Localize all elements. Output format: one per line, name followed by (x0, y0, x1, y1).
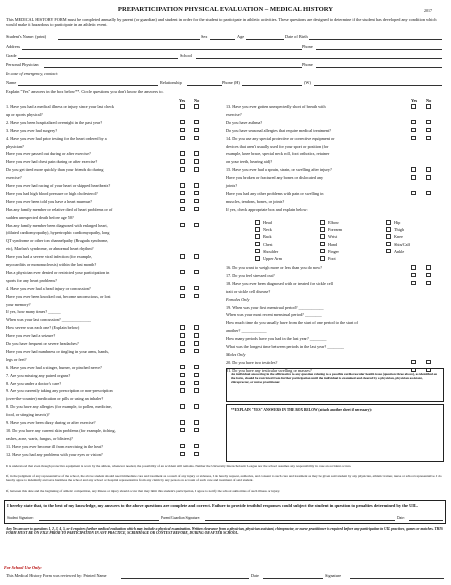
age-label: Age (237, 34, 245, 39)
yes-checkbox[interactable] (180, 223, 185, 228)
question-text: etc), Marfan's syndrome, or abnormal heart rhythm? (6, 246, 94, 252)
question-text: 9. Are you currently taking any prescription or non-prescription (6, 388, 113, 394)
body-part-label: Chest (263, 241, 273, 247)
yes-checkbox[interactable] (180, 207, 185, 212)
question-text: Have you had any other problems with pain or swelling in (226, 190, 324, 196)
no-checkbox[interactable] (194, 104, 199, 109)
relationship-label: Relationship (160, 80, 182, 85)
no-checkbox[interactable] (194, 381, 199, 386)
question-text: example, knee brace, special neck roll, foot orthotics, retainer (226, 151, 330, 157)
no-checkbox[interactable] (426, 120, 431, 125)
question-text: devices that aren't usually used for your sport or position (for (226, 143, 329, 149)
question-text: 15. Have you ever had a sprain, strain, or swelling after injury? (226, 167, 332, 173)
question-text: 4. Have you ever had a head injury or concussion? (6, 285, 91, 291)
yes-checkbox[interactable] (180, 420, 185, 425)
no-checkbox[interactable] (426, 136, 431, 141)
question-text: Has a physician ever denied or restricted your participation in (6, 269, 110, 275)
no-checkbox[interactable] (426, 104, 431, 109)
question-text: another? ____________ (226, 328, 267, 334)
no-checkbox[interactable] (426, 265, 431, 270)
question-text: Have you ever had numbness or tingling in your arms, hands, (6, 348, 110, 354)
yes-checkbox[interactable] (180, 452, 185, 457)
right-no-header: No (426, 98, 432, 103)
body-part-checkbox[interactable] (386, 220, 391, 225)
body-part-label: Head (263, 220, 272, 225)
yes-checkbox[interactable] (180, 151, 185, 156)
disclaimer-3: If, between this date and the beginning of athletic competition, any illness or injury should occur that may limit this student's participation, I agree to notify the school authorities of such illness or injury. (6, 489, 281, 493)
yes-checkbox[interactable] (180, 404, 185, 409)
yes-checkbox[interactable] (180, 199, 185, 204)
yes-checkbox[interactable] (411, 175, 416, 180)
reviewer-name-field[interactable] (121, 578, 249, 579)
question-text: Do you have frequent or severe headaches? (6, 341, 79, 346)
school-label: School (180, 53, 192, 58)
question-text: How much time do you usually have from the start of one period to the start of (226, 320, 358, 326)
no-checkbox[interactable] (194, 286, 199, 291)
question-text: 16. Do you want to weigh more or less than you do now? (226, 265, 322, 270)
question-text: If yes, check appropriate box and explain below: (226, 206, 308, 212)
question-text: sudden unexpected death before age 50? (6, 214, 74, 220)
question-text: Has any family member or relative died of heart problems or of (6, 206, 113, 212)
question-text: food, or stinging insects)? (6, 412, 50, 418)
yes-checkbox[interactable] (180, 183, 185, 188)
section-label: Females Only (226, 296, 250, 302)
dob-field[interactable] (309, 39, 442, 40)
reviewer-signature-label: Signature (325, 573, 342, 578)
certification-text: I hereby state that, to the best of my knowledge, my answers to the above questions are complete and correct. Failure to provide truthful responses could subject the student in question to penalties determined by the UIL. (7, 503, 418, 508)
school-field[interactable] (196, 58, 442, 59)
question-text: physician? (6, 143, 24, 149)
no-checkbox[interactable] (194, 349, 199, 354)
yes-checkbox[interactable] (411, 128, 416, 133)
phone-field[interactable] (316, 49, 442, 50)
yes-checkbox[interactable] (180, 167, 185, 172)
grade-label: Grade (6, 53, 17, 58)
question-text: 14. Do you use any special protective or corrective equipment or (226, 135, 335, 141)
question-text: Have you ever had racing of your heart or skipped heartbeats? (6, 183, 111, 188)
no-checkbox[interactable] (194, 128, 199, 133)
no-checkbox[interactable] (194, 420, 199, 425)
question-text: Have you ever been told you have a heart murmur? (6, 198, 92, 204)
yes-checkbox[interactable] (411, 104, 416, 109)
body-part-checkbox[interactable] (320, 242, 325, 247)
question-text: 7. Are you missing any paired organs? (6, 372, 71, 378)
parent-signature-label: Parent/Guardian Signature: (161, 516, 201, 520)
no-checkbox[interactable] (194, 159, 199, 164)
yes-checkbox[interactable] (180, 388, 185, 393)
phone2-label: Phone (302, 62, 313, 67)
question-text: Do you have asthma? (226, 119, 263, 125)
yes-checkbox[interactable] (180, 381, 185, 386)
yes-checkbox[interactable] (411, 167, 416, 172)
body-part-label: Wrist (328, 234, 338, 240)
yes-checkbox[interactable] (180, 341, 185, 346)
explain-instruction: Explain "Yes" answers in the box below**. Circle questions you don't know the answers to. (6, 89, 164, 94)
question-text: Have you had high blood pressure or high cholesterol? (6, 190, 98, 196)
no-checkbox[interactable] (194, 444, 199, 449)
question-text: Do you have seasonal allergies that require medical treatment? (226, 127, 332, 133)
body-part-checkbox[interactable] (320, 234, 325, 239)
question-text: Do you get tired more quickly than your friends do during (6, 167, 104, 173)
grade-field[interactable] (18, 58, 178, 59)
body-part-checkbox[interactable] (255, 227, 260, 232)
address-label: Address (6, 44, 21, 49)
question-text: trait or sickle cell disease? (226, 288, 271, 294)
left-yes-header: Yes (179, 98, 186, 103)
phone-h-label: Phone (H) (222, 80, 240, 85)
sex-label: Sex (201, 34, 208, 39)
no-checkbox[interactable] (426, 191, 431, 196)
body-part-label: Upper Arm (263, 256, 282, 261)
question-text: Have you broken or fractured any bones or dislocated any (226, 175, 324, 181)
yes-checkbox[interactable] (411, 273, 416, 278)
question-text: If yes, how many times? ______ (6, 309, 61, 315)
disclaimer-1: It is understood that even though protective equipment is worn by the athlete, whenever needed, the possibility of an accident still remains. Neither the University Interscholastic League nor the school assumes any responsibility in case an accident occurs. (6, 464, 352, 468)
body-part-checkbox[interactable] (320, 220, 325, 225)
question-text: Have you had a severe viral infection (for example, (6, 254, 93, 260)
reviewed-date-label: Date (251, 573, 259, 578)
question-text: 9. Have you ever been dizzy during or after exercise? (6, 420, 96, 425)
yes-checkbox[interactable] (180, 104, 185, 109)
section-label: Males Only (226, 351, 246, 357)
no-checkbox[interactable] (426, 128, 431, 133)
question-text: 10. Do you have any current skin problems (for example, itching, (6, 427, 116, 433)
dob-label: Date of Birth (285, 34, 308, 39)
question-text: 8. Do you have any allergies (for example, to pollen, medicine, (6, 404, 112, 410)
question-text: your memory? (6, 301, 31, 307)
no-checkbox[interactable] (194, 428, 199, 433)
question-text: 13. Have you ever gotten unexpectedly short of breath with (226, 104, 326, 109)
physician-field[interactable] (44, 67, 302, 68)
no-checkbox[interactable] (194, 388, 199, 393)
parent-signature-field[interactable] (205, 520, 395, 521)
question-text: 17. Do you feel stressed out? (226, 272, 275, 278)
question-text: Have you ever passed out during or after exercise? (6, 151, 91, 157)
student-signature-label: Student Signature: (7, 516, 34, 520)
question-text: 21. Do you have any testicular swelling or masses? (226, 367, 312, 373)
body-part-label: Neck (263, 227, 272, 233)
date-field[interactable] (409, 520, 443, 521)
question-text: exercise? (226, 111, 242, 117)
yes-checkbox[interactable] (180, 270, 185, 275)
body-part-label: Forearm (328, 227, 343, 233)
emergency-label: In case of emergency, contact: (6, 71, 59, 76)
phone-h-field[interactable] (242, 85, 302, 86)
no-checkbox[interactable] (194, 254, 199, 259)
student-name-label: Student's Name: (print) (6, 34, 47, 39)
body-part-checkbox[interactable] (386, 234, 391, 239)
yes-checkbox[interactable] (411, 265, 416, 270)
question-text: How severe was each one? (Explain below) (6, 325, 80, 331)
yes-checkbox[interactable] (180, 191, 185, 196)
question-text: 19. When was your first menstrual period? ____________ (226, 304, 324, 310)
no-checkbox[interactable] (194, 404, 199, 409)
question-text: (over-the-counter) medication or pills or using an inhaler? (6, 396, 104, 402)
cardiac-warning-box (226, 368, 444, 402)
question-text: joints? (226, 183, 238, 188)
yes-checkbox[interactable] (180, 294, 185, 299)
phone2-field[interactable] (316, 67, 442, 68)
question-text: 12. Have you had any problems with your eyes or vision? (6, 451, 103, 457)
question-text: Have you ever been knocked out, become unconscious, or lost (6, 293, 111, 299)
question-text: 3. Have you ever had surgery? (6, 127, 58, 133)
no-checkbox[interactable] (194, 191, 199, 196)
no-checkbox[interactable] (426, 167, 431, 172)
sex-field[interactable] (210, 39, 235, 40)
relationship-field[interactable] (187, 85, 222, 86)
no-checkbox[interactable] (194, 294, 199, 299)
question-text: 4. Have you ever had prior testing for the heart ordered by a (6, 135, 107, 141)
question-text: on your teeth, hearing aid)? (226, 159, 273, 165)
no-checkbox[interactable] (194, 452, 199, 457)
no-checkbox[interactable] (194, 325, 199, 330)
no-checkbox[interactable] (426, 281, 431, 286)
body-part-checkbox[interactable] (255, 242, 260, 247)
disclaimer-2: If, in the judgment of any representative of the school, the above student should need immediate care and treatment as a result of any injury or sickness, I do hereby request, authorize, and consent to such care and treatment as may be given said student by any physician, athletic trainer, nurse or school representative. I do hereby agree to indemnify and save harmless the school and any school or hospital representative from any claim by any person on account of such care and treatment of said student. (6, 474, 442, 483)
no-checkbox[interactable] (194, 365, 199, 370)
yes-checkbox[interactable] (180, 325, 185, 330)
body-part-label: Hand (328, 241, 338, 247)
yes-checkbox[interactable] (180, 444, 185, 449)
cardiac-warning-text: An individual answering in the affirmative to any question relating to a possible cardiovascular health issue (question three above), as identified on the form, should be restricted from further participation until the individual is examined and cleared by a physician, physician assistant, chiropractor, or nurse practitioner. (231, 372, 438, 385)
body-part-checkbox[interactable] (386, 242, 391, 247)
school-use-label: For School Use Only: (4, 565, 42, 570)
body-part-label: Ankle (394, 248, 405, 254)
question-text: When was your last concussion? ______________ (6, 317, 92, 323)
no-checkbox[interactable] (194, 136, 199, 141)
no-checkbox[interactable] (194, 341, 199, 346)
question-text: What was the longest time between periods in the last year? ________ (226, 344, 345, 349)
no-checkbox[interactable] (194, 151, 199, 156)
question-text: 6. Have you ever had a stinger, burner, or pinched nerve? (6, 364, 102, 370)
no-checkbox[interactable] (194, 223, 199, 228)
reviewed-by-label: This Medical History Form was reviewed by: Printed Name (6, 573, 107, 578)
body-part-checkbox[interactable] (386, 227, 391, 232)
body-part-checkbox[interactable] (386, 249, 391, 254)
question-text: Have you ever had a seizure? (6, 333, 56, 339)
student-signature-field[interactable] (39, 520, 159, 521)
age-field[interactable] (246, 39, 284, 40)
body-part-label: Thigh (394, 227, 405, 233)
right-yes-header: Yes (411, 98, 418, 103)
reviewer-signature-field[interactable] (350, 578, 444, 579)
no-checkbox[interactable] (426, 273, 431, 278)
intro-text: This MEDICAL HISTORY FORM must be completed annually by parent (or guardian) and student in order for the student to participate in athletic activities. These questions are designed to determine if the student has developed any condition which would make it hazardous to participate in an athletic event. (6, 17, 437, 28)
body-part-checkbox[interactable] (255, 256, 260, 261)
reviewed-date-field[interactable] (263, 578, 323, 579)
question-text: When was your most recent menstrual period? ________ (226, 312, 322, 318)
question-text: 20. Do you have two testicles? (226, 359, 278, 365)
yes-checkbox[interactable] (180, 120, 185, 125)
no-checkbox[interactable] (194, 120, 199, 125)
yes-checkbox[interactable] (180, 349, 185, 354)
question-text: (dilated cardiomyopathy), hypertrophic cardiomyopathy, long (6, 230, 110, 236)
question-text: Has any family member been diagnosed with enlarged heart, (6, 222, 108, 228)
yes-checkbox[interactable] (411, 281, 416, 286)
no-checkbox[interactable] (426, 360, 431, 365)
body-part-checkbox[interactable] (255, 234, 260, 239)
phone-w-field[interactable] (314, 85, 442, 86)
question-text: exercise? (6, 175, 22, 181)
physician-label: Personal Physician (6, 62, 39, 67)
yes-checkbox[interactable] (180, 373, 185, 378)
question-text: 8. Are you under a doctor's care? (6, 380, 62, 386)
explain-answers-heading: **EXPLAIN "YES" ANSWERS IN THE BOX BELOW (attach another sheet if necessary): (231, 408, 372, 412)
yes-checkbox[interactable] (411, 360, 416, 365)
no-checkbox[interactable] (194, 207, 199, 212)
question-text: How many periods have you had in the last year? ________ (226, 336, 327, 342)
question-text: sports for any heart problems? (6, 277, 57, 283)
yes-checkbox[interactable] (180, 136, 185, 141)
question-text: 11. Have you ever become ill from exercising in the heat? (6, 443, 103, 449)
no-checkbox[interactable] (194, 183, 199, 188)
left-no-header: No (194, 98, 200, 103)
yes-checkbox[interactable] (180, 333, 185, 338)
body-part-label: Shoulder (263, 248, 279, 254)
question-text: Have you ever had chest pain during or after exercise? (6, 159, 98, 165)
form-title: PREPARTICIPATION PHYSICAL EVALUATION – MEDICAL HISTORY (117, 6, 334, 13)
body-part-checkbox[interactable] (320, 227, 325, 232)
form-year: 2017 (424, 8, 432, 13)
question-text: myocarditis or mononucleosis) within the last month? (6, 262, 97, 267)
no-checkbox[interactable] (194, 373, 199, 378)
yes-checkbox[interactable] (180, 159, 185, 164)
body-part-checkbox[interactable] (255, 220, 260, 225)
yes-checkbox[interactable] (180, 365, 185, 370)
no-checkbox[interactable] (194, 167, 199, 172)
yes-checkbox[interactable] (180, 428, 185, 433)
yes-checkbox[interactable] (411, 136, 416, 141)
phone-label: Phone (302, 44, 313, 49)
date-label: Date: (397, 516, 405, 520)
question-text: 1. Have you had a medical illness or injury since your last check (6, 104, 115, 109)
body-part-label: Hip (394, 220, 401, 225)
no-checkbox[interactable] (194, 199, 199, 204)
question-text: muscles, tendons, bones, or joints? (226, 198, 285, 204)
yes-checkbox[interactable] (180, 128, 185, 133)
yes-checkbox[interactable] (180, 254, 185, 259)
body-part-checkbox[interactable] (255, 249, 260, 254)
address-field[interactable] (22, 49, 302, 50)
phone-w-label: (W) (304, 80, 311, 85)
body-part-label: Elbow (328, 220, 339, 225)
question-text: up or sports physical? (6, 111, 43, 117)
yes-checkbox[interactable] (411, 191, 416, 196)
no-checkbox[interactable] (194, 270, 199, 275)
body-part-checkbox[interactable] (320, 256, 325, 261)
body-part-label: Back (263, 234, 272, 240)
body-part-label: Finger (328, 248, 339, 254)
explain-answers-box[interactable] (226, 404, 444, 462)
contact-name-field[interactable] (18, 85, 158, 86)
body-part-label: Knee (394, 234, 403, 240)
question-text: legs or feet? (6, 356, 27, 362)
body-part-label: Foot (328, 256, 336, 261)
student-name-field[interactable] (58, 39, 200, 40)
footer-requirement-note: Any Yes answer to questions 1, 2, 3, 4, 5, or 6 requires further medical evaluation which may include a physical examination. Written clearance from a physician, physician assistant, chiropractor, or nurse practitioner is required before any participation in UIL practices, games or matches. THIS FORM MUST BE ON FILE PRIOR TO PARTICIPATION IN ANY PRACTICE, SCRIMMAGE OR CONTEST BEFORE, DURING OR AFTER SCHOOL. (6, 527, 443, 536)
no-checkbox[interactable] (426, 175, 431, 180)
body-part-label: Shin/Calf (394, 241, 411, 247)
contact-name-label: Name (6, 80, 17, 85)
yes-checkbox[interactable] (180, 286, 185, 291)
certification-box (4, 500, 446, 524)
question-text: QT syndrome or other ion channelpathy (Brugada syndrome, (6, 238, 109, 244)
question-text: 2. Have you been hospitalized overnight in the past year? (6, 119, 103, 125)
yes-checkbox[interactable] (411, 120, 416, 125)
body-part-checkbox[interactable] (320, 249, 325, 254)
question-text: 18. Have you ever been diagnosed with or treated for sickle cell (226, 280, 333, 286)
question-text: rashes, acne, warts, fungus, or blisters)? (6, 435, 73, 441)
no-checkbox[interactable] (194, 333, 199, 338)
